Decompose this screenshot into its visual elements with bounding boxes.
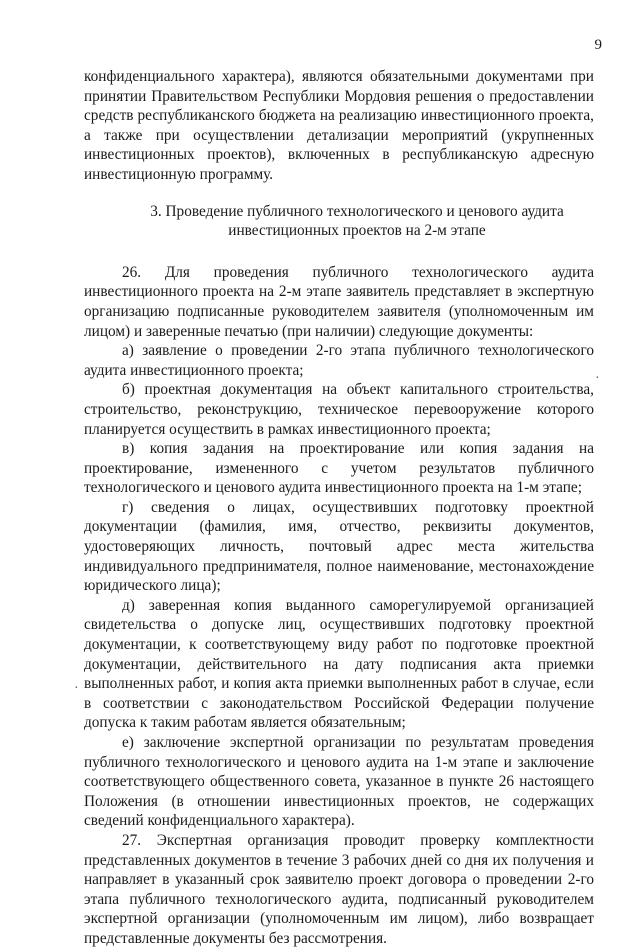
section-heading-line-2: инвестиционных проектов на 2-м этапе [228, 222, 486, 240]
item-b: б) проектная документация на объект капитального строительства, строительство, реконструкцию, техническое перевооружение которого планируется осуществить в рамках инвестиционного проекта; [84, 381, 594, 438]
intro-paragraph: конфиденциального характера), являются обязательными документами при принятии Правительством Республики Мордовия решения о предоставлении средств республиканского бюджета на реализацию инвестиционного проекта, а также при осуществлении детализации мероприятий (укрупненных инвестиционных проектов), включенных в республиканскую адресную инвестиционную программу. [84, 68, 594, 183]
item-g: г) сведения о лицах, осуществивших подготовку проектной документации (фамилия, имя, отчество, реквизиты документов, удостоверяющих личность, почтовый адрес места жительства индивидуального предпринимателя, полное наименование, местонахождение юридического лица); [84, 498, 594, 595]
page-number: 9 [594, 37, 602, 53]
paragraph-27: 27. Экспертная организация проводит проверку комплектности представленных документов в течение 3 рабочих дней со дня их получения и направляет в указанный срок заявителю проект договора о проведении 2-го этапа публичного технологического аудита, подписанный руководителем экспертной организации (уполномоченным им лицом), либо возвращает представленные документы без рассмотрения. [84, 831, 594, 947]
item-e: е) заключение экспертной организации по результатам проведения публичного технологического и ценового аудита на 1-м этапе и заключение соответствующего общественного совета, указанное в пункте 26 настоящего Положения (в отношении инвестиционных проектов, не содержащих сведений конфиденциального характера). [84, 734, 594, 830]
item-v: в) копия задания на проектирование или копия задания на проектирование, измененного с учетом результатов публичного технологического и ценового аудита инвестиционного проекта на 1-м этапе; [84, 440, 594, 497]
item-a: а) заявление о проведении 2-го этапа публичного технологического аудита инвестиционного проекта; [84, 342, 594, 379]
section-heading [84, 202, 594, 241]
document-body [84, 67, 594, 949]
paragraph-26: 26. Для проведения публичного технологического аудита инвестиционного проекта на 2-м этапе заявитель представляет в экспертную организацию подписанные руководителем заявителя (уполномоченным им лицом) и заверенные печатью (при наличии) следующие документы: [84, 263, 594, 340]
item-d: д) заверенная копия выданного саморегулируемой организацией свидетельства о допуске лиц, осуществивших подготовку проектной документации, к соответствующему виду работ по подготовке проектной документации, действительного на дату подписания акта приемки выполненных работ, и копия акта приемки выполненных работ в случае, если в соответствии с законодательством Российской Федерации получение допуска к таким работам является обязательным; [84, 596, 594, 732]
scan-mark: · [595, 371, 600, 386]
scan-mark: · [74, 681, 79, 696]
section-heading-line-1: 3. Проведение публичного технологического и ценового аудита [150, 202, 564, 220]
